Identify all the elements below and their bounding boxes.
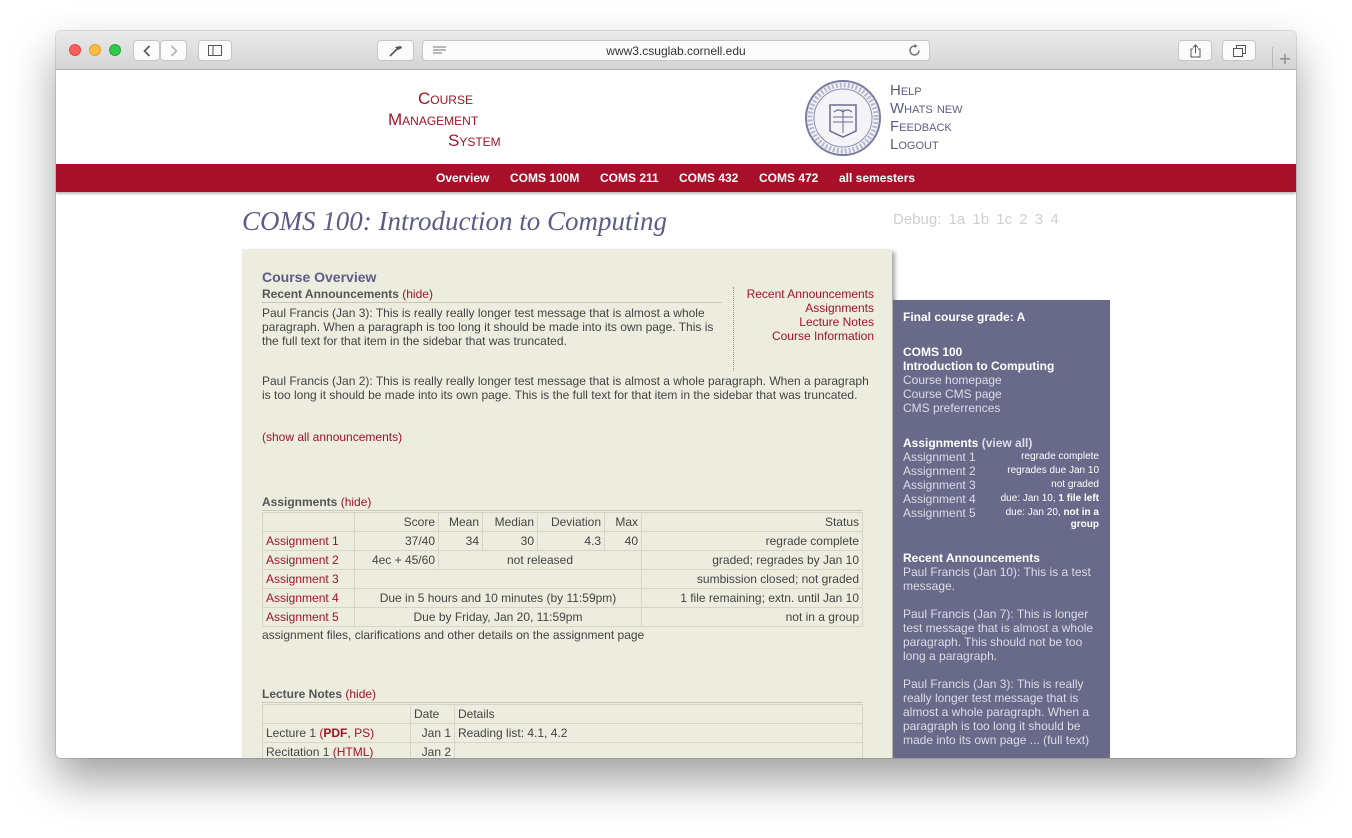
course-info-block — [903, 345, 1099, 415]
announcement-item: Paul Francis (Jan 2): This is really really longer test message that is almost a whole paragraph. When a paragraph is too long it should be made into its own page. This is the full text for that item in the sidebar that was truncated. — [262, 374, 869, 402]
assignments-table — [262, 512, 863, 627]
share-button[interactable] — [1178, 40, 1212, 61]
status-cell: not in a group — [642, 608, 863, 627]
section-toc — [733, 287, 874, 371]
lecture-1-label: Lecture 1 — [266, 726, 317, 740]
max-cell: 40 — [605, 532, 642, 551]
plus-icon: + — [1278, 49, 1292, 68]
stats-cell: not released — [439, 551, 642, 570]
header-max: Max — [605, 513, 642, 532]
chevron-left-icon — [143, 45, 151, 57]
nav-coms-432[interactable]: COMS 432 — [679, 171, 739, 185]
announcements-heading — [262, 287, 722, 303]
assignments-heading-text: Assignments — [262, 495, 338, 509]
debug-links — [893, 211, 1062, 228]
sidebar-announcements-heading: Recent Announcements — [903, 551, 1040, 565]
header-status: Status — [642, 513, 863, 532]
hide-lecture-notes-link[interactable]: (hide) — [345, 687, 377, 701]
debug-link-1b[interactable]: 1b — [972, 211, 990, 228]
sidebar-assignment-5-link[interactable]: Assignment 5 — [903, 506, 976, 520]
sidebar-assignment-2-link[interactable]: Assignment 2 — [903, 464, 976, 478]
logout-link[interactable]: Logout — [890, 136, 939, 153]
sidebar-announcements — [903, 551, 1099, 747]
debug-link-2[interactable]: 2 — [1019, 211, 1028, 228]
debug-link-4[interactable]: 4 — [1050, 211, 1059, 228]
help-link[interactable]: Help — [890, 82, 922, 99]
recitation-1-label: Recitation 1 — [266, 745, 330, 758]
course-code: COMS 100 — [903, 345, 963, 359]
brand-course[interactable]: Course — [418, 89, 473, 108]
show-all-announcements-link[interactable]: (show all announcements) — [262, 430, 403, 444]
forward-button[interactable] — [160, 40, 187, 61]
browser-window — [56, 31, 1296, 758]
table-row — [263, 724, 863, 743]
status-cell: 1 file remaining; extn. until Jan 10 — [642, 589, 863, 608]
sidebar-assignment-3-link[interactable]: Assignment 3 — [903, 478, 976, 492]
reload-icon[interactable] — [909, 44, 921, 57]
whats-new-link[interactable]: Whats new — [890, 100, 963, 117]
debug-link-3[interactable]: 3 — [1034, 211, 1044, 228]
details-cell: Reading list: 4.1, 4.2 — [455, 724, 863, 743]
recitation-1-html-link[interactable]: HTML — [336, 745, 370, 758]
sidebar-toggle-button[interactable] — [198, 40, 232, 61]
table-row — [263, 589, 863, 608]
course-homepage-link[interactable]: Course homepage — [903, 373, 1002, 387]
sidebar-assignments — [903, 436, 1099, 534]
header-date: Date — [411, 705, 455, 724]
course-nav-bar — [56, 164, 1296, 192]
nav-coms-100m[interactable]: COMS 100M — [510, 171, 580, 185]
mean-cell: 34 — [439, 532, 483, 551]
table-row — [263, 532, 863, 551]
brand-management[interactable]: Management — [388, 110, 479, 129]
table-row — [263, 608, 863, 627]
status-cell: regrade complete — [642, 532, 863, 551]
feedback-link[interactable]: Feedback — [890, 118, 952, 135]
lecture-notes-heading — [262, 687, 862, 703]
browser-toolbar — [56, 31, 1296, 70]
toc-recent-announcements[interactable]: Recent Announcements — [746, 287, 874, 301]
url-text: www3.csuglab.cornell.edu — [606, 44, 746, 58]
sidebar-assignments-heading: Assignments — [903, 436, 979, 450]
web-page — [56, 70, 1296, 758]
nav-all-semesters[interactable]: all semesters — [839, 171, 916, 185]
median-cell: 30 — [483, 532, 538, 551]
header-median: Median — [483, 513, 538, 532]
course-sidebar — [893, 300, 1110, 758]
sidebar-assignment-status: due: Jan 10, 1 file left — [1000, 493, 1099, 504]
lecture-notes-table — [262, 704, 863, 758]
due-cell: Due in 5 hours and 10 minutes (by 11:59pm) — [355, 589, 642, 608]
nav-coms-211[interactable]: COMS 211 — [600, 171, 659, 185]
table-row — [263, 743, 863, 759]
lecture-1-ps-link[interactable]: PS — [354, 726, 371, 740]
score-cell: 4ec + 45/60 — [355, 551, 439, 570]
debug-label: Debug: — [893, 211, 942, 228]
assignment-1-link[interactable]: Assignment 1 — [263, 532, 355, 551]
cornell-seal-logo — [804, 79, 882, 157]
due-cell: Due by Friday, Jan 20, 11:59pm — [355, 608, 642, 627]
tabs-icon — [1233, 45, 1246, 57]
course-overview-heading: Course Overview — [262, 269, 377, 285]
final-grade: Final course grade: A — [903, 310, 1026, 324]
deviation-cell: 4.3 — [538, 532, 605, 551]
table-row — [263, 570, 863, 589]
assignment-2-link[interactable]: Assignment 2 — [263, 551, 355, 570]
course-name: Introduction to Computing — [903, 359, 1055, 373]
nav-overview[interactable]: Overview — [436, 171, 490, 185]
assignment-3-link[interactable]: Assignment 3 — [263, 570, 355, 589]
close-window-button[interactable] — [69, 44, 81, 56]
header-score: Score — [355, 513, 439, 532]
course-overview-panel — [242, 249, 892, 758]
lecture-notes-heading-text: Lecture Notes — [262, 687, 343, 701]
table-row — [263, 551, 863, 570]
debug-link-1a[interactable]: 1a — [948, 211, 966, 228]
sidebar-assignment-4-link[interactable]: Assignment 4 — [903, 492, 976, 506]
list-item — [903, 464, 1099, 478]
hide-announcements-link[interactable]: (hide) — [402, 287, 433, 301]
assignment-5-link[interactable]: Assignment 5 — [263, 608, 355, 627]
header-details: Details — [455, 705, 863, 724]
table-header-row — [263, 705, 863, 724]
cms-preferences-link[interactable]: CMS preferrences — [903, 401, 1001, 415]
sidebar-icon — [208, 45, 222, 56]
toc-course-information[interactable]: Course Information — [771, 329, 874, 343]
chevron-right-icon — [170, 45, 178, 57]
lecture-name-cell: Recitation 1 (HTML) — [263, 743, 411, 759]
zoom-window-button[interactable] — [109, 44, 121, 56]
top-links — [890, 82, 963, 154]
status-cell: sumbission closed; not graded — [642, 570, 863, 589]
new-tab-button[interactable] — [1272, 47, 1296, 70]
course-cms-page-link[interactable]: Course CMS page — [903, 387, 1002, 401]
toc-lecture-notes[interactable]: Lecture Notes — [799, 315, 874, 329]
status-cell: graded; regrades by Jan 10 — [642, 551, 863, 570]
list-item — [903, 506, 1099, 534]
lecture-1-pdf-link[interactable]: PDF — [323, 726, 348, 740]
view-all-assignments-link[interactable]: (view all) — [981, 436, 1033, 450]
header-mean: Mean — [439, 513, 483, 532]
list-item — [903, 492, 1099, 506]
stats-cell — [355, 570, 642, 589]
sidebar-announcement: Paul Francis (Jan 7): This is longer test message that is almost a whole paragraph. This should not be too long a paragraph. — [903, 607, 1094, 663]
share-icon — [1190, 44, 1201, 58]
date-cell: Jan 1 — [411, 724, 455, 743]
nav-coms-472[interactable]: COMS 472 — [759, 171, 819, 185]
sidebar-assignment-1-link[interactable]: Assignment 1 — [903, 450, 976, 464]
hammer-icon — [388, 45, 404, 57]
show-tabs-button[interactable] — [1222, 40, 1256, 61]
back-button[interactable] — [133, 40, 160, 61]
sidebar-announcement: Paul Francis (Jan 3): This is really really longer test message that is almost a whole paragraph. When a paragraph is too long it should be made into its own page ... (full text) — [903, 677, 1090, 747]
announcements-heading-text: Recent Announcements — [262, 287, 399, 301]
address-bar[interactable] — [422, 40, 930, 61]
sidebar-announcement: Paul Francis (Jan 10): This is a test message. — [903, 565, 1091, 593]
minimize-window-button[interactable] — [89, 44, 101, 56]
sidebar-assignment-status: due: Jan 20, not in a group — [1005, 507, 1099, 530]
sidebar-assignment-status: regrade complete — [1021, 451, 1099, 462]
date-cell: Jan 2 — [411, 743, 455, 759]
sidebar-assignment-status: regrades due Jan 10 — [1007, 465, 1099, 476]
list-item — [903, 478, 1099, 492]
sidebar-assignment-status: not graded — [1051, 479, 1099, 490]
debug-link-1c[interactable]: 1c — [996, 211, 1013, 228]
details-cell — [455, 743, 863, 759]
header-name — [263, 705, 411, 724]
devtools-button[interactable] — [377, 40, 414, 61]
header-name — [263, 513, 355, 532]
assignments-footnote: assignment files, clarifications and other details on the assignment page — [262, 628, 645, 642]
assignments-heading — [262, 495, 862, 511]
announcement-item: Paul Francis (Jan 3): This is really really longer test message that is almost a whole paragraph. When a paragraph is too long it should be made into its own page. This is the full text for that item in the sidebar that was truncated. — [262, 306, 714, 348]
table-header-row — [263, 513, 863, 532]
toc-assignments[interactable]: Assignments — [805, 301, 874, 315]
list-item — [903, 450, 1099, 464]
assignment-4-link[interactable]: Assignment 4 — [263, 589, 355, 608]
lecture-name-cell: Lecture 1 (PDF, PS) — [263, 724, 411, 743]
hide-assignments-link[interactable]: (hide) — [340, 495, 372, 509]
brand-system[interactable]: System — [448, 131, 501, 150]
course-title: COMS 100: Introduction to Computing — [242, 206, 667, 236]
header-deviation: Deviation — [538, 513, 605, 532]
score-cell: 37/40 — [355, 532, 439, 551]
